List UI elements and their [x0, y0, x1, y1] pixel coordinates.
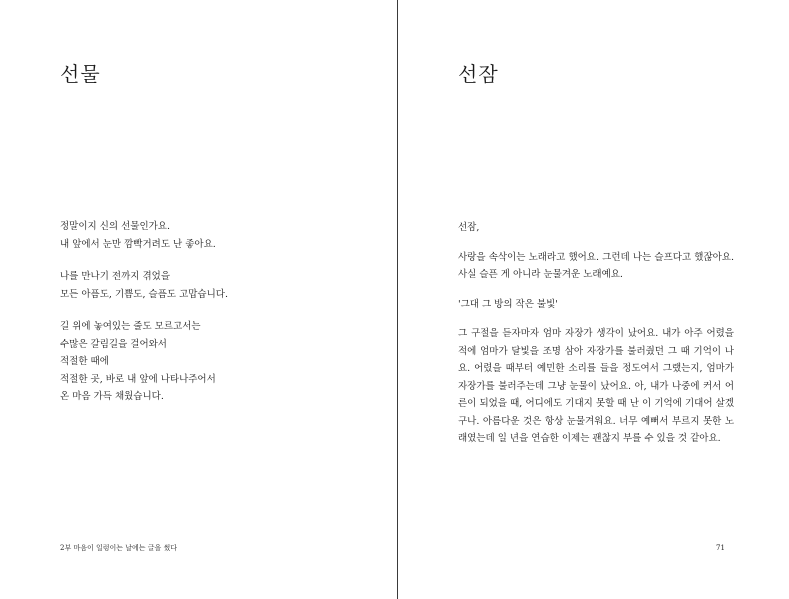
poem-line: 적절한 곳, 바로 내 앞에 나타나주어서: [60, 373, 216, 385]
poem-line: 나를 만나기 전까지 겪었을: [60, 271, 171, 282]
poem-line: 모든 아픔도, 기쁨도, 슬픔도 고맙습니다.: [60, 288, 228, 300]
poem-line: 적절한 때에: [60, 356, 109, 367]
poem-stanza: [60, 318, 360, 406]
poem-line: 길 위에 놓여있는 줄도 모르고서는: [60, 321, 201, 332]
poem-line: 내 앞에서 눈만 깜빡거려도 난 좋아요.: [60, 238, 216, 250]
left-page-title: 선물: [60, 62, 101, 86]
poem-line: 수많은 갈림길을 걸어와서: [60, 338, 167, 350]
prose-body: [458, 219, 734, 460]
poem-line: 정말이지 신의 선물인가요.: [60, 221, 171, 232]
right-page-title: 선잠: [458, 62, 499, 86]
prose-paragraph: 사랑을 속삭이는 노래라고 했어요. 그런데 나는 슬프다고 했잖아요. 사실 슬픈 게 아니라 눈물겨운 노래예요.: [458, 251, 734, 280]
poem-line: 온 마음 가득 채웠습니다.: [60, 391, 164, 402]
prose-paragraph: '그대 그 방의 작은 불빛': [458, 298, 558, 310]
page-number: 71: [716, 544, 725, 552]
prose-paragraph: 선잠,: [458, 222, 480, 233]
poem-body: [60, 218, 360, 421]
prose-paragraph: 그 구절을 듣자마자 엄마 자장가 생각이 났어요. 내가 아주 어렸을 적에 엄마가 달빛을 조명 삼아 자장가를 불러줬던 그 때 기억이 나요. 어렸을 때부터 예민한 소리를 들을 정도여서 그랬는지, 엄마가 자장가를 불러주는데 그냥 눈물이 났어요. 아, 내가 나중에 커서 어른이 되었을 때, 어디에도 기대지 못할 때 난 이 기억에 기대어 살겠구나. 아름다운 것은 항상 눈물겨워요. 너무 예뻐서 부르지 못한 노래였는데 일 년을 연습한 이제는 괜찮지 부를 수 있을 것 같아요.: [458, 328, 734, 444]
poem-stanza: [60, 218, 360, 253]
right-page: [398, 0, 789, 599]
poem-stanza: [60, 268, 360, 303]
running-footer: 2부 마음이 일렁이는 날에는 글을 썼다: [60, 544, 178, 552]
